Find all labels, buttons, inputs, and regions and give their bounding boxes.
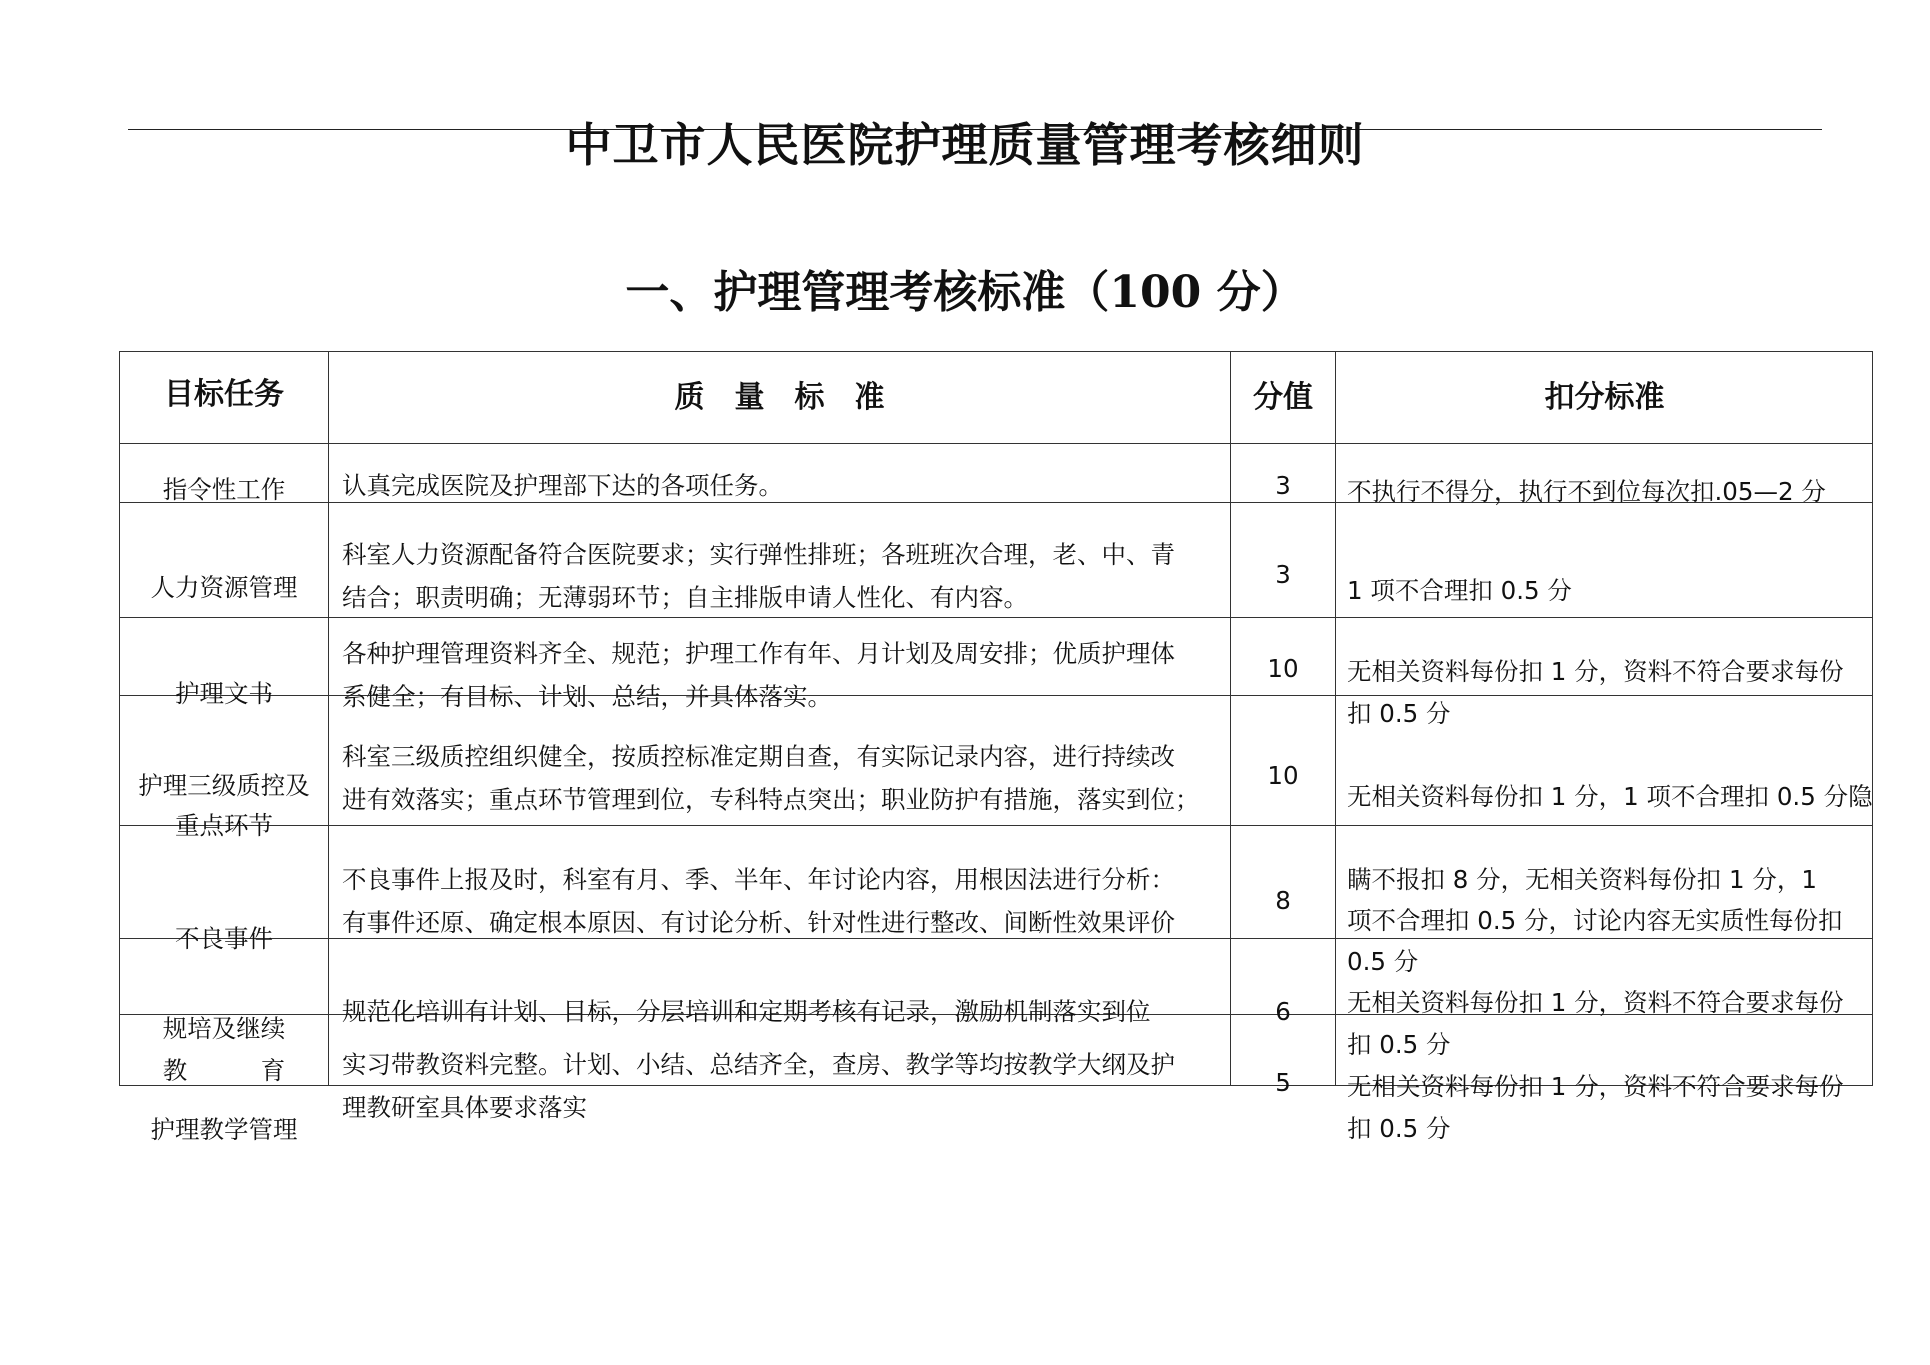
row-standard-text: 各种护理管理资料齐全、规范；护理工作有年、月计划及周安排；优质护理体 <box>342 639 1175 668</box>
header-quality-standard: 质 量 标 准 <box>674 380 885 415</box>
row-deduction-text: 1 项不合理扣 0.5 分 <box>1347 576 1572 605</box>
row-task-label: 教 育 <box>162 1056 286 1085</box>
row-deduction-text: 扣 0.5 分 <box>1347 1030 1451 1059</box>
row-standard-text: 科室三级质控组织健全，按质控标准定期自查，有实际记录内容，进行持续改 <box>342 742 1175 771</box>
row-score-value: 3 <box>1275 560 1291 589</box>
row-divider <box>119 825 1873 826</box>
row-standard-text: 实习带教资料完整。计划、小结、总结齐全，查房、教学等均按教学大纲及护 <box>342 1050 1175 1079</box>
section-title <box>0 262 1930 324</box>
row-score-value: 10 <box>1267 654 1299 683</box>
row-deduction-text: 不执行不得分，执行不到位每次扣.05—2 分 <box>1347 477 1826 506</box>
header-deduction-standard: 扣分标准 <box>1544 380 1665 415</box>
row-task-label: 护理三级质控及 <box>138 771 310 800</box>
row-task-label: 护理教学管理 <box>150 1115 298 1144</box>
row-task-label: 护理文书 <box>175 679 273 708</box>
row-task-label: 指令性工作 <box>162 475 286 504</box>
row-score-value: 8 <box>1275 886 1291 915</box>
row-task-label: 规培及继续 <box>162 1014 286 1043</box>
row-deduction-text: 0.5 分 <box>1347 947 1419 976</box>
section-title-score: 100 <box>1109 267 1202 318</box>
row-deduction-text: 无相关资料每份扣 1 分，资料不符合要求每份 <box>1347 1072 1844 1101</box>
row-deduction-text: 无相关资料每份扣 1 分，资料不符合要求每份 <box>1347 657 1844 686</box>
row-divider <box>119 443 1873 444</box>
row-standard-text: 规范化培训有计划、目标，分层培训和定期考核有记录，激励机制落实到位 <box>342 997 1151 1026</box>
header-target-task: 目标任务 <box>164 377 284 412</box>
row-standard-text: 结合；职责明确；无薄弱环节；自主排版申请人性化、有内容。 <box>342 583 1028 612</box>
row-deduction-text: 项不合理扣 0.5 分，讨论内容无实质性每份扣 <box>1347 906 1843 935</box>
row-task-label: 人力资源管理 <box>150 573 298 602</box>
section-title-suffix: 分） <box>1201 267 1305 318</box>
row-deduction-text: 瞒不报扣 8 分，无相关资料每份扣 1 分，1 <box>1347 865 1817 894</box>
row-standard-text: 系健全；有目标、计划、总结，并具体落实。 <box>342 682 832 711</box>
row-task-label: 不良事件 <box>175 924 273 953</box>
row-task-label: 重点环节 <box>175 811 273 840</box>
row-standard-text: 不良事件上报及时，科室有月、季、半年、年讨论内容，用根因法进行分析： <box>342 865 1175 894</box>
column-divider <box>328 351 329 1086</box>
row-standard-text: 有事件还原、确定根本原因、有讨论分析、针对性进行整改、间断性效果评价 <box>342 908 1175 937</box>
row-standard-text: 科室人力资源配备符合医院要求；实行弹性排班；各班班次合理，老、中、青 <box>342 540 1175 569</box>
header-score: 分值 <box>1253 380 1313 415</box>
row-standard-text: 理教研室具体要求落实 <box>342 1093 587 1122</box>
section-title-prefix: 一、护理管理考核标准（ <box>625 267 1110 318</box>
row-score-value: 10 <box>1267 761 1299 790</box>
row-standard-text: 进有效落实；重点环节管理到位，专科特点突出；职业防护有措施，落实到位； <box>342 785 1200 814</box>
row-score-value: 3 <box>1275 471 1291 500</box>
row-deduction-text: 扣 0.5 分 <box>1347 1114 1451 1143</box>
document-title: 中卫市人民医院护理质量管理考核细则 <box>565 118 1365 172</box>
row-score-value: 5 <box>1275 1068 1291 1097</box>
row-deduction-text: 扣 0.5 分 <box>1347 699 1451 728</box>
assessment-table <box>119 351 1873 1086</box>
row-deduction-text: 无相关资料每份扣 1 分，1 项不合理扣 0.5 分隐 <box>1347 782 1873 811</box>
row-deduction-text: 无相关资料每份扣 1 分，资料不符合要求每份 <box>1347 988 1844 1017</box>
column-divider <box>1335 351 1336 1086</box>
row-score-value: 6 <box>1275 997 1291 1026</box>
row-standard-text: 认真完成医院及护理部下达的各项任务。 <box>342 471 783 500</box>
column-divider <box>1230 351 1231 1086</box>
